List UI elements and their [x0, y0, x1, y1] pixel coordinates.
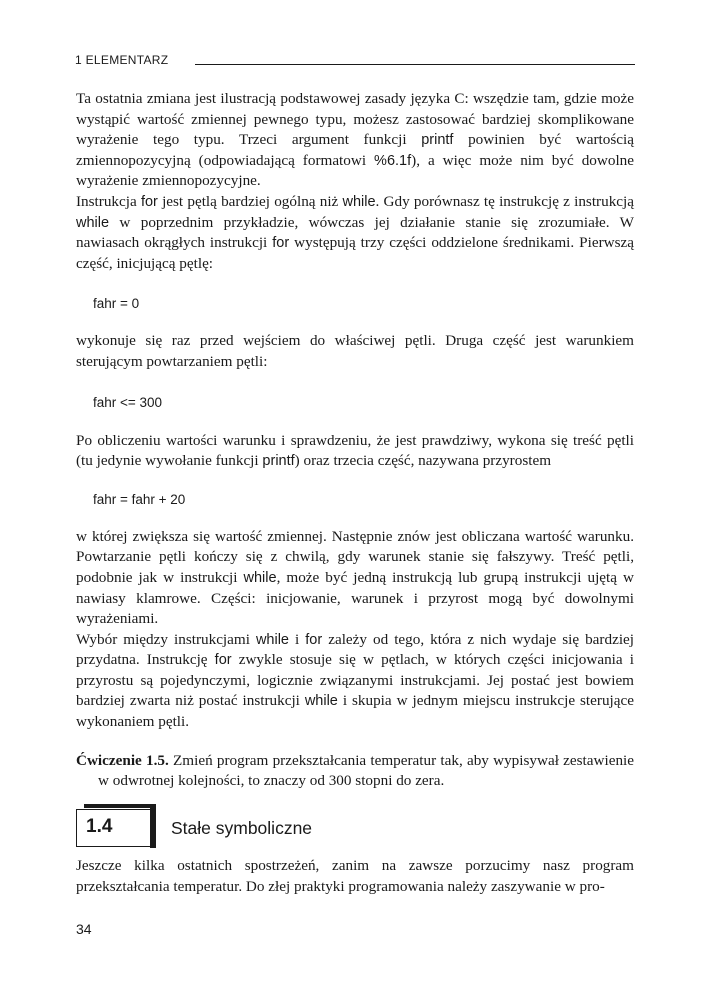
- paragraph-3: wykonuje się raz przed wejściem do właściwej pętli. Druga część jest warunkiem sterującym powtarzaniem pętli:: [76, 332, 634, 370]
- paragraph-7: Jeszcze kilka ostatnich spostrzeżeń, zanim na zawsze porzucimy nasz program przekształcania temperatur. Do złej praktyki programowania należy zaszywanie w pro-: [76, 857, 634, 895]
- code-line-1: fahr = 0: [93, 296, 140, 312]
- code-term: for: [214, 652, 232, 669]
- section-heading: [76, 804, 634, 850]
- paragraph-1: Ta ostatnia zmiana jest ilustracją podstawowej zasady języka C: wszędzie tam, gdzie może wystąpić wartość zmiennej pewnego typu, możesz zastosować bardziej skomplikowane wyrażenie tego typu. Trzeci argument funkcji printf powinien być wartością zmiennopozycyjną (odpowiadającą formatowi %6.1f), a więc może nim być dowolne wyrażenie zmiennopozycyjne.: [76, 90, 635, 190]
- code-term: while: [255, 631, 289, 648]
- code-term: while: [243, 569, 277, 586]
- code-term: for: [272, 235, 290, 252]
- paragraph-6: Wybór między instrukcjami while i for zależy od tego, która z nich wydaje się bardziej przydatna. Instrukcję for zwykle stosuje się w pętlach, w których części inicjowania i przyrostu są pojedynczymi, logicznie związanymi instrukcjami. Jej postać jest bowiem bardziej zwarta niż postać instrukcji while i skupia w jednym miejscu instrukcje sterujące wykonaniem pętli.: [76, 630, 634, 731]
- header-rule: [195, 64, 635, 65]
- code-term: while: [304, 693, 338, 710]
- code-term: while: [76, 214, 110, 231]
- exercise-label: Ćwiczenie 1.5.: [76, 751, 169, 769]
- code-term: %6.1f: [374, 152, 412, 169]
- code-term: printf: [421, 132, 454, 149]
- code-line-2: fahr <= 300: [93, 394, 163, 410]
- chapter-heading: 1 ELEMENTARZ: [75, 53, 169, 67]
- section-text: [76, 856, 634, 897]
- code-term: for: [305, 631, 323, 648]
- code-term: for: [140, 193, 158, 210]
- section-number: 1.4: [86, 816, 113, 837]
- exercise-text: Zmień program przekształcania temperatur tak, aby wypisywał zestawienie w odwrotnej kolejności, to znaczy od 300 stopni do zera.: [98, 751, 634, 790]
- main-text: [76, 89, 634, 792]
- section-title: Stałe symboliczne: [171, 818, 313, 838]
- code-term: while: [342, 193, 376, 210]
- paragraph-2: Instrukcja for jest pętlą bardziej ogólną niż while. Gdy porównasz tę instrukcję z instrukcją while w poprzednim przykładzie, wówczas jej działanie stanie się zrozumiałe. W nawiasach okrągłych instrukcji for występują trzy części oddzielone średnikami. Pierwszą część, inicjującą pętlę:: [76, 192, 634, 272]
- code-line-3: fahr = fahr + 20: [93, 491, 186, 507]
- code-term: printf: [262, 453, 295, 470]
- section-number-box: [76, 804, 156, 848]
- running-head: [75, 52, 635, 68]
- paragraph-4: Po obliczeniu wartości warunku i sprawdzeniu, że jest prawdziwy, wykona się treść pętli (tu jedynie wywołanie funkcji printf) oraz trzecia część, nazywana przyrostem: [76, 431, 634, 470]
- exercise-1-5: [76, 751, 634, 792]
- paragraph-5: w której zwiększa się wartość zmiennej. Następnie znów jest obliczana wartość warunku. Powtarzanie pętli kończy się z chwilą, gdy warunek stanie się fałszywy. Treść pętli, podobnie jak w instrukcji while, może być jedną instrukcją lub grupą instrukcji ujętą w nawiasy klamrowe. Części: inicjowanie, warunek i przyrost mogą być dowolnymi wyrażeniami.: [76, 527, 634, 628]
- page-number: 34: [76, 921, 92, 937]
